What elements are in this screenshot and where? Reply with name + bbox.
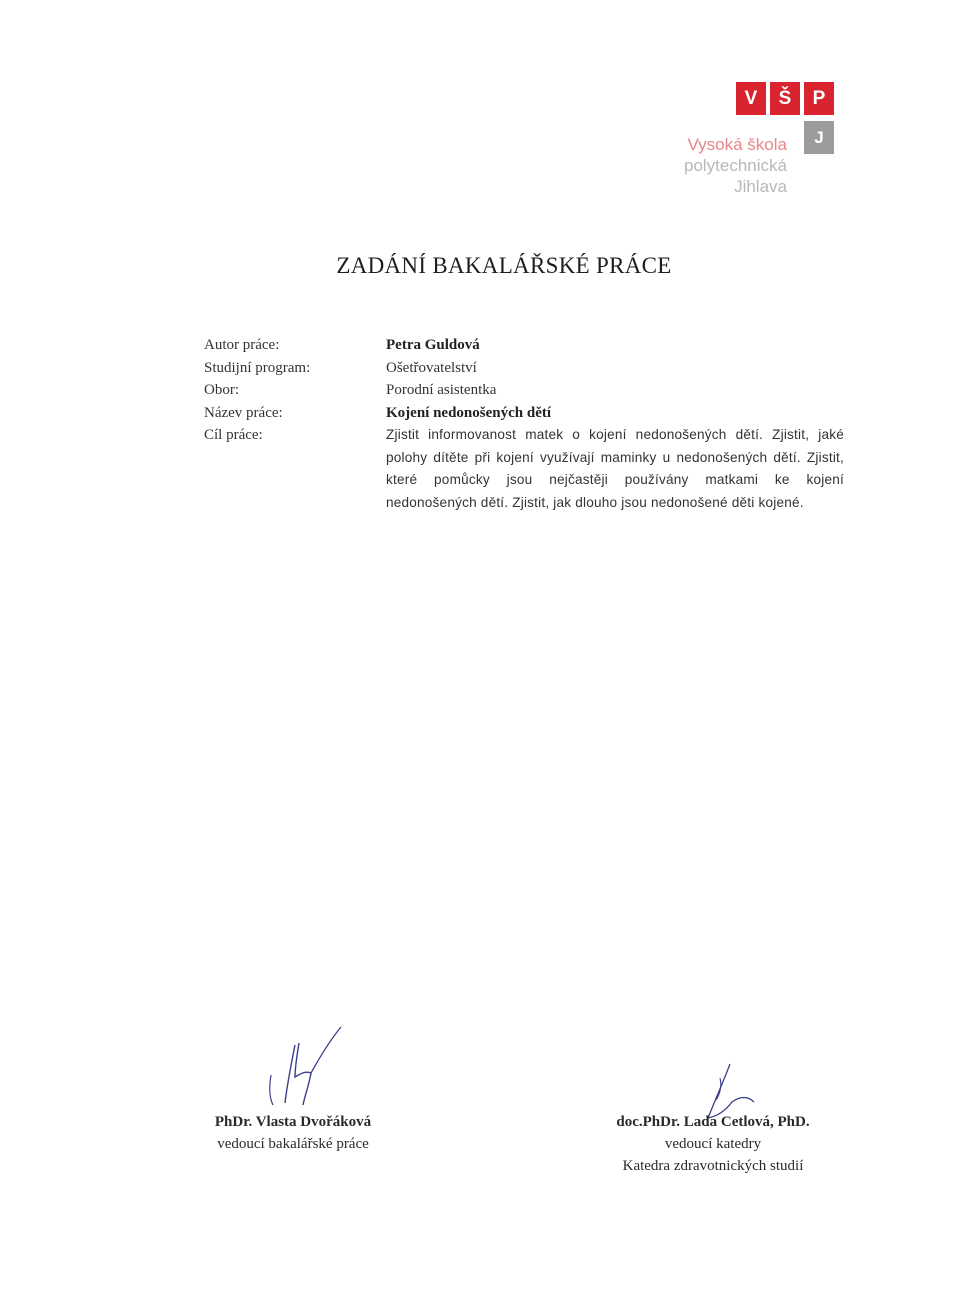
logo-line-2: polytechnická — [683, 156, 787, 175]
author-row — [204, 334, 844, 357]
thesis-title-row — [204, 402, 844, 425]
supervisor-role: vedoucí bakalářské práce — [217, 1136, 369, 1152]
logo-line-3: Jihlava — [734, 177, 787, 196]
signature-department-head — [588, 1111, 838, 1177]
field-label: Obor: — [204, 382, 239, 398]
goal-row — [204, 424, 844, 514]
goal-value: Zjistit informovanost matek o kojení nedonošených dětí. Zjistit, jaké polohy dítěte při kojení využívají maminky u nedonošených dětí. Zjistit, které pomůcky jsou nejčastěji používány matkami ke kojení nedonošených dětí. Zjistit, jak dlouho jsou nedonošené děti kojené. — [386, 427, 844, 510]
field-value: Porodní asistentka — [386, 382, 497, 398]
supervisor-name: PhDr. Vlasta Dvořáková — [214, 1114, 372, 1130]
logo-text — [684, 134, 787, 197]
logo-line-1: Vysoká škola — [687, 135, 787, 154]
logo-letter-v: V — [736, 82, 766, 115]
logo-letter-s: Š — [770, 82, 800, 115]
author-label: Autor práce: — [204, 337, 280, 353]
thesis-details — [204, 334, 844, 514]
field-row — [204, 379, 844, 402]
program-value: Ošetřovatelství — [386, 359, 477, 376]
program-row — [204, 357, 844, 380]
page-title: ZADÁNÍ BAKALÁŘSKÉ PRÁCE — [336, 253, 672, 278]
school-logo — [660, 80, 840, 210]
goal-label: Cíl práce: — [204, 427, 263, 443]
thesis-title-label: Název práce: — [204, 404, 283, 421]
department-head-name: doc.PhDr. Lada Cetlová, PhD. — [616, 1114, 810, 1130]
program-label: Studijní program: — [204, 359, 311, 376]
logo-letter-boxes — [736, 82, 834, 115]
logo-letter-j: J — [804, 121, 834, 154]
signature-supervisor — [178, 1111, 408, 1155]
signature-left-handwriting — [255, 1025, 355, 1110]
thesis-title-value: Kojení nedonošených dětí — [386, 404, 552, 421]
department-head-role: vedoucí katedry — [664, 1136, 762, 1152]
department-name: Katedra zdravotnických studií — [622, 1158, 804, 1174]
author-value: Petra Guldová — [386, 337, 480, 353]
logo-letter-p: P — [804, 82, 834, 115]
